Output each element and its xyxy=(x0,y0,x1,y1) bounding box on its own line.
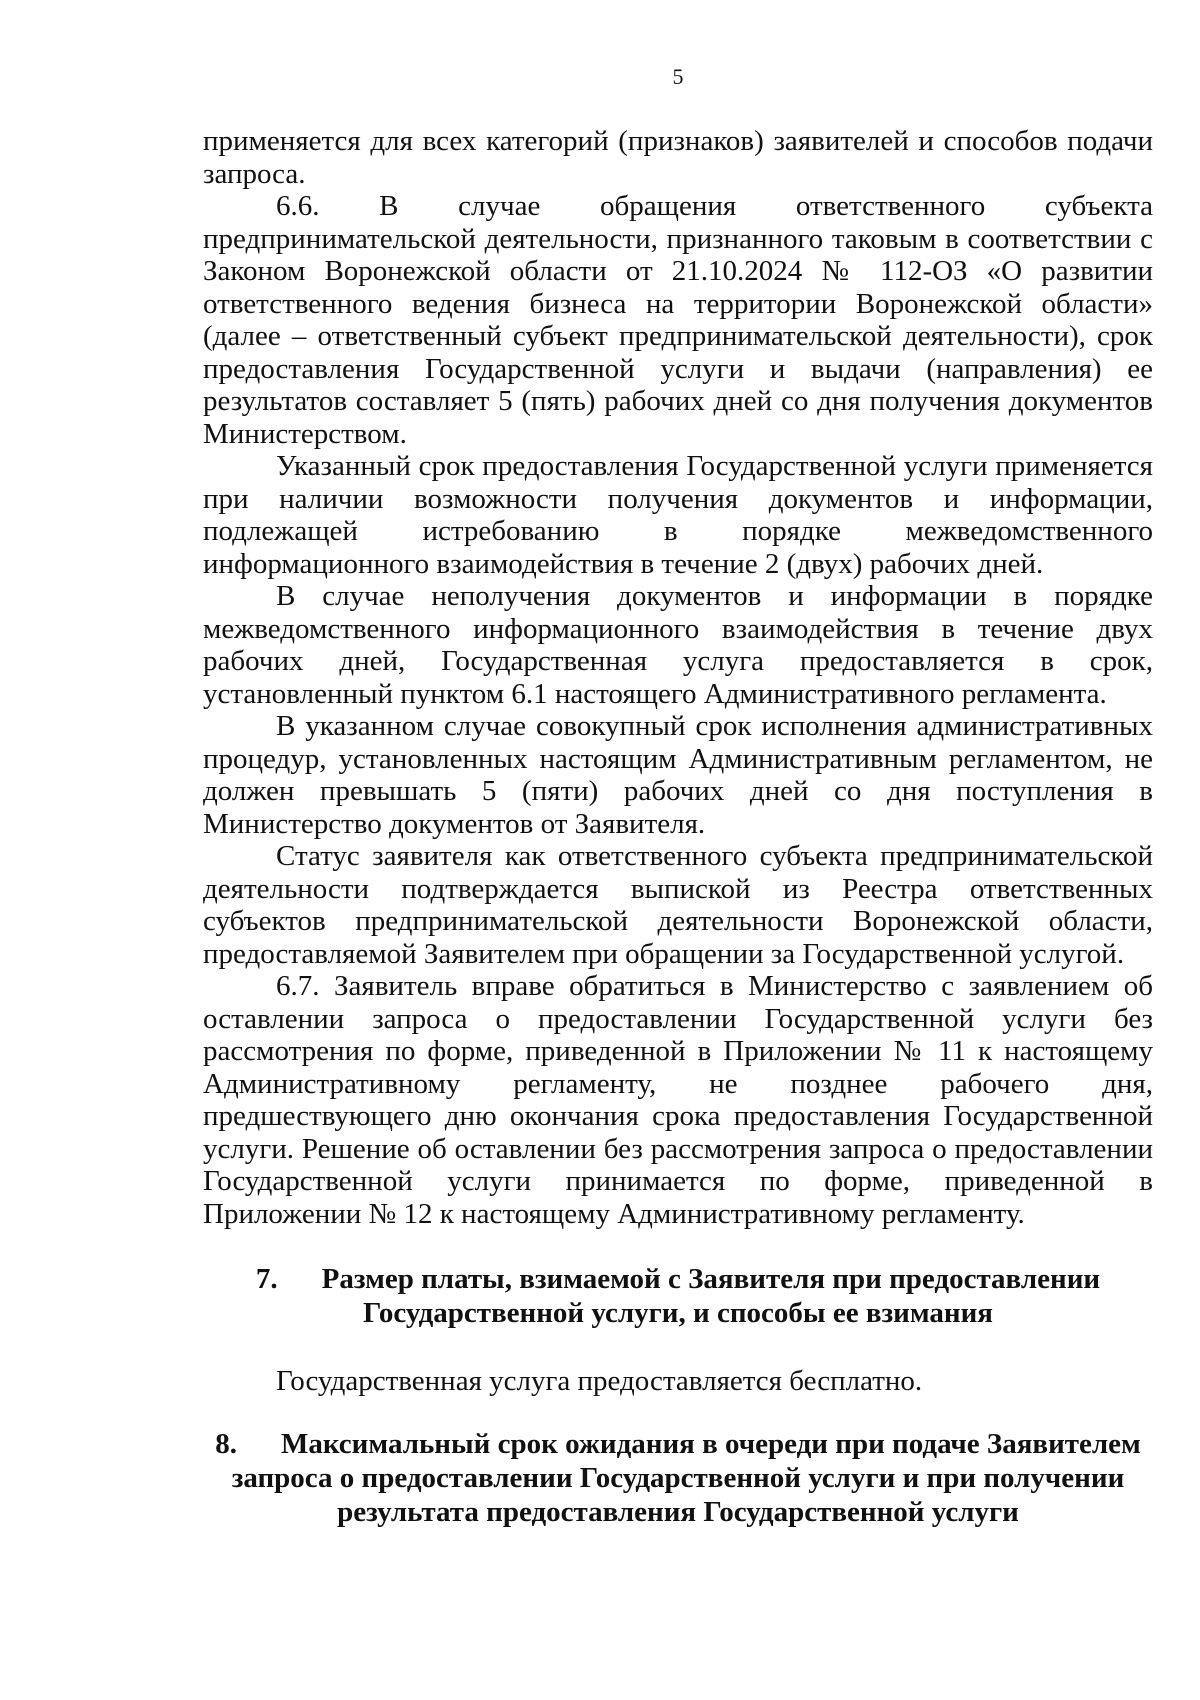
paragraph-6-7: 6.7. Заявитель вправе обратиться в Министерство с заявлением об оставлении запроса о предоставлении Государственной услуги без рассмотрения по форме, приведенной в Приложении № 11 к настоящему Административному регламенту, не позднее рабочего дня, предшествующего дню окончания срока предоставления Государственной услуги. Решение об оставлении без рассмотрения запроса о предоставлении Государственной услуги принимается по форме, приведенной в Приложении № 12 к настоящему Административному регламенту. xyxy=(203,970,1153,1230)
section-7-text: Государственная услуга предоставляется бесплатно. xyxy=(276,1365,923,1397)
paragraph-non-receipt: В случае неполучения документов и информации в порядке межведомственного информационного взаимодействия в течение двух рабочих дней, Государственная услуга предоставляется в срок, установленный пунктом 6.1 настоящего Административного регламента. xyxy=(203,580,1153,710)
section-8-number: 8. xyxy=(215,1428,237,1460)
section-8-title-line-2: запроса о предоставлении Государственной услуги и при получении xyxy=(231,1462,1125,1494)
paragraph-status: Статус заявителя как ответственного субъекта предпринимательской деятельности подтверждается выпиской из Реестра ответственных субъектов предпринимательской деятельности Воронежской области, предоставляемой Заявителем при обращении за Государственной услугой. xyxy=(203,840,1153,970)
section-7-number: 7. xyxy=(255,1263,278,1295)
page-number: 5 xyxy=(672,64,684,89)
paragraph-6-6: 6.6. В случае обращения ответственного субъекта предпринимательской деятельности, признанного таковым в соответствии с Законом Воронежской области от 21.10.2024 № 112-ОЗ «О развитии ответственного ведения бизнеса на территории Воронежской области» (далее – ответственный субъект предпринимательской деятельности), срок предоставления Государственной услуги и выдачи (направления) ее результатов составляет 5 (пять) рабочих дней со дня получения документов Министерством. xyxy=(203,190,1153,450)
paragraph-total-term: В указанном случае совокупный срок исполнения административных процедур, установленных настоящим Административным регламентом, не должен превышать 5 (пяти) рабочих дней со дня поступления в Министерство документов от Заявителя. xyxy=(203,710,1153,840)
body-text xyxy=(203,125,1153,1230)
section-7-title-line-2: Государственной услуги, и способы ее взимания xyxy=(363,1297,993,1329)
paragraph-continuation: применяется для всех категорий (признаков) заявителей и способов подачи запроса. xyxy=(203,125,1153,190)
section-8-title-line-1: Максимальный срок ожидания в очереди при подаче Заявителем xyxy=(280,1428,1141,1460)
section-8-title-line-3: результата предоставления Государственной услуги xyxy=(337,1496,1019,1528)
section-7-title-line-1: Размер платы, взимаемой с Заявителя при предоставлении xyxy=(321,1263,1101,1295)
paragraph-term-applies: Указанный срок предоставления Государственной услуги применяется при наличии возможности получения документов и информации, подлежащей истребованию в порядке межведомственного информационного взаимодействия в течение 2 (двух) рабочих дней. xyxy=(203,450,1153,580)
section-7-heading xyxy=(203,1262,1153,1330)
section-8-heading xyxy=(203,1427,1153,1529)
